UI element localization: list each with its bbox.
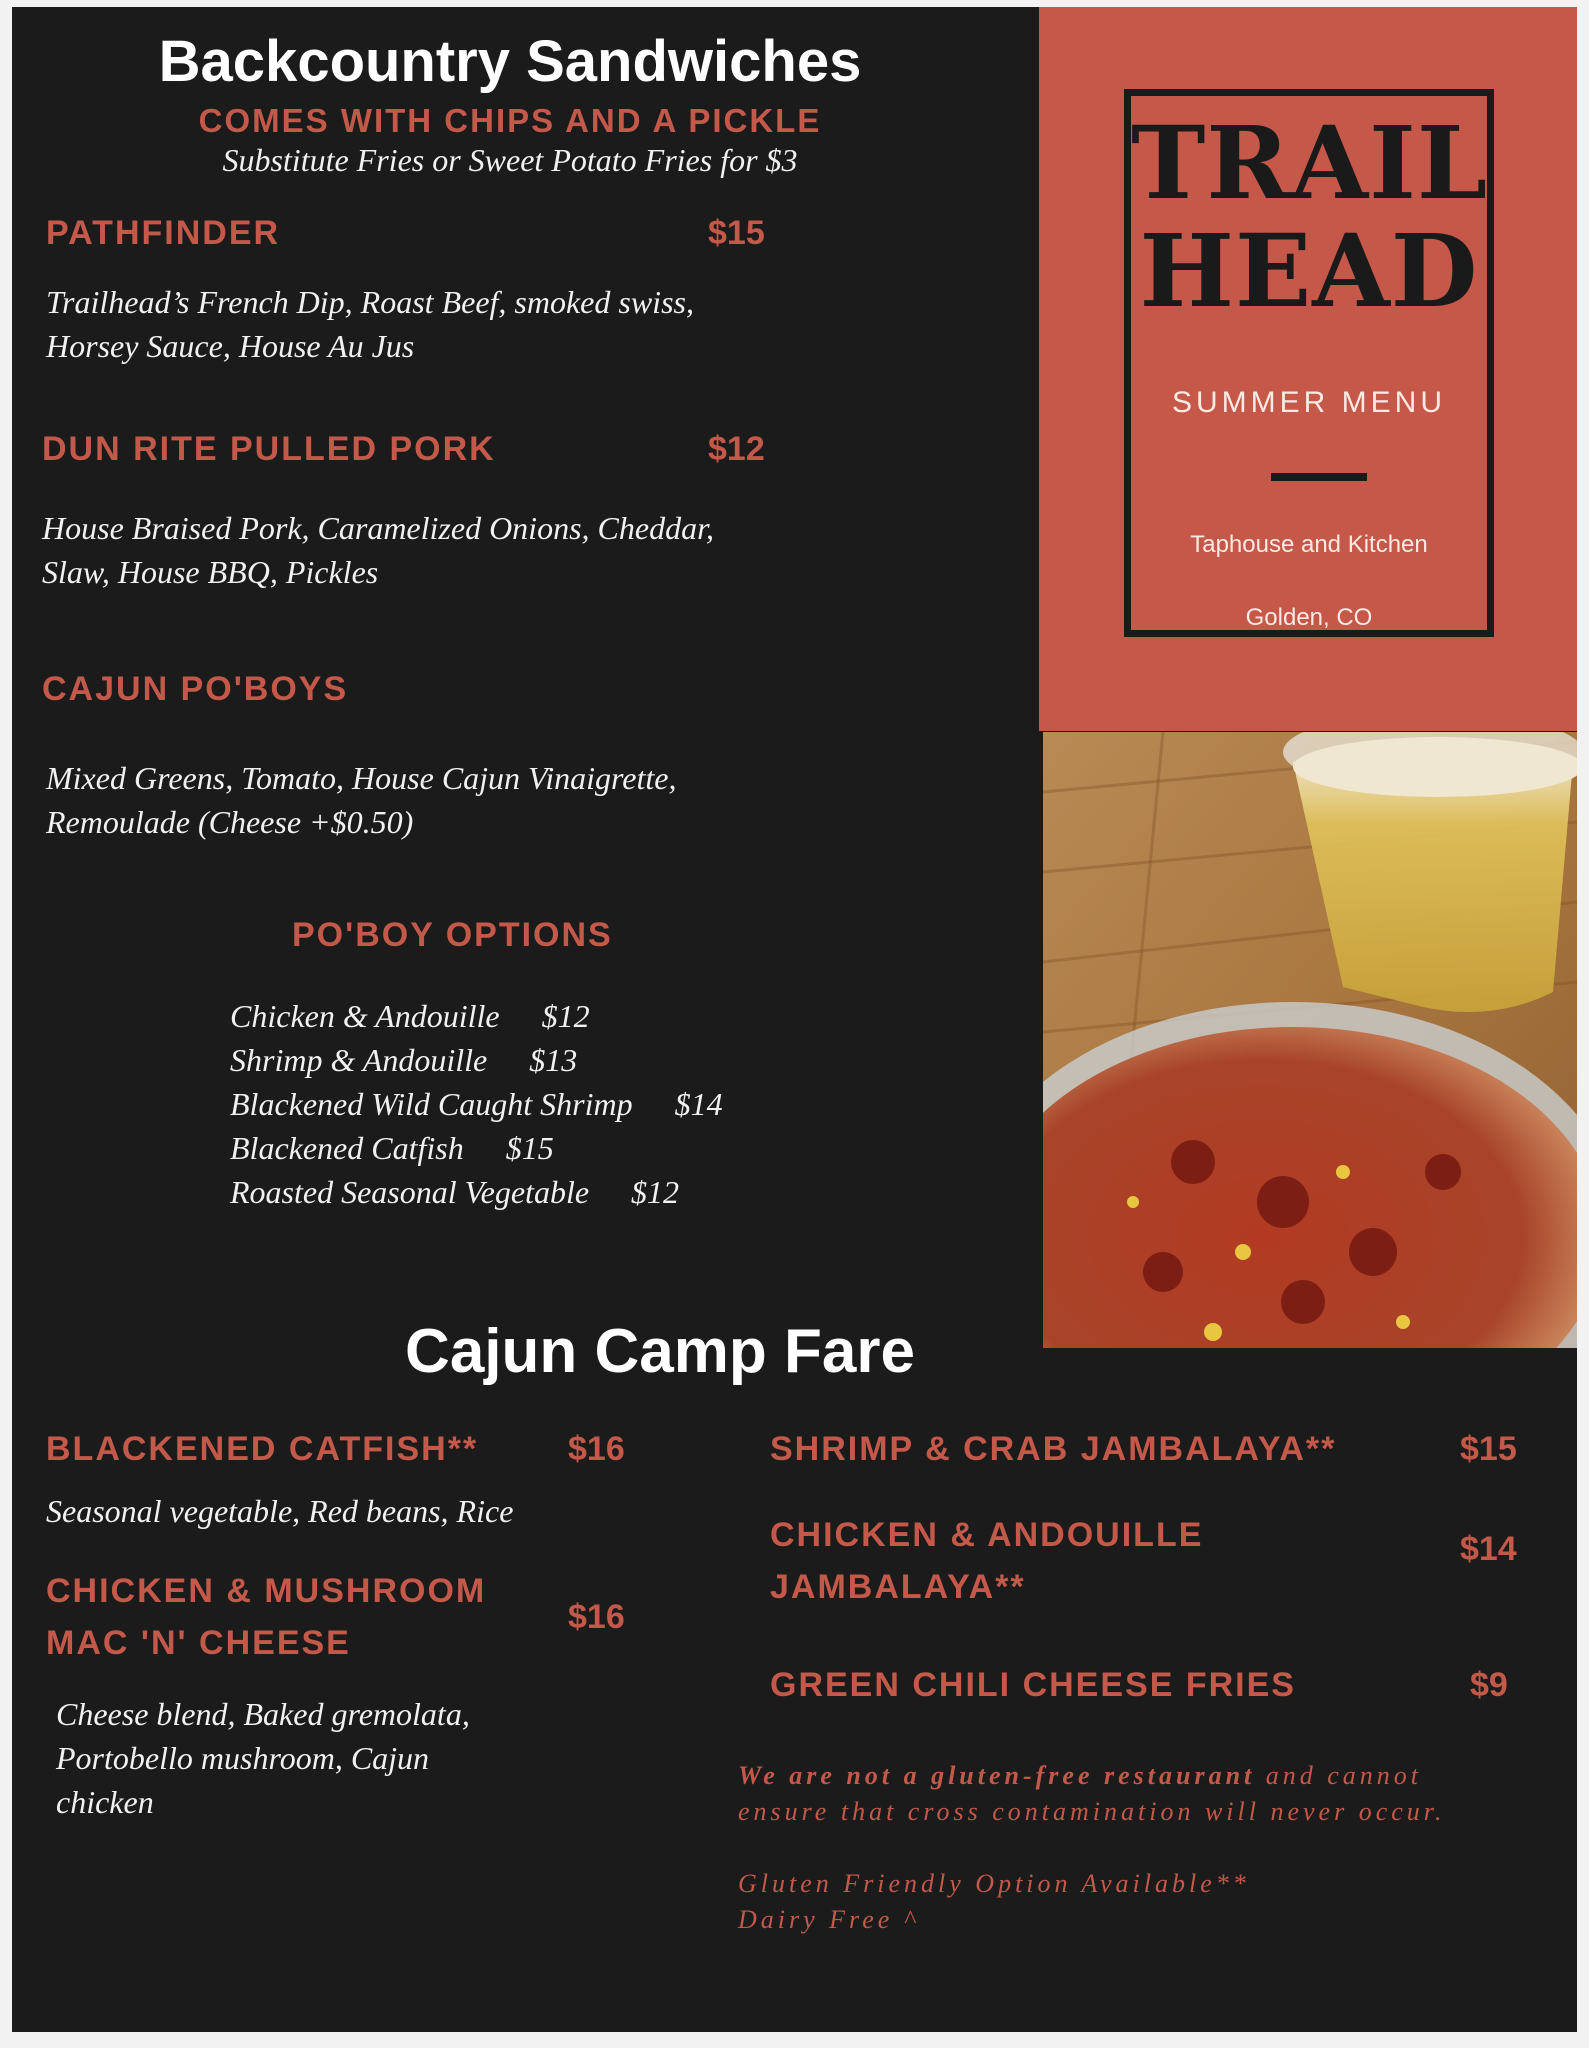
item-name-cajun-poboys: CAJUN PO'BOYS — [42, 670, 349, 708]
item-desc-mac-3: chicken — [56, 1784, 154, 1820]
item-price-mac: $16 — [568, 1598, 625, 1636]
item-desc-mac-2: Portobello mushroom, Cajun — [56, 1740, 430, 1776]
dairy-free-legend: Dairy Free ^ — [738, 1905, 919, 1934]
item-name-mac-1: CHICKEN & MUSHROOM — [46, 1572, 487, 1610]
poboy-options-list — [230, 994, 723, 1214]
divider — [1271, 473, 1367, 481]
item-name-chicken-andouille-2: JAMBALAYA** — [770, 1568, 1026, 1606]
item-desc-poboys-1: Mixed Greens, Tomato, House Cajun Vinaigrette, — [46, 760, 677, 796]
gluten-disclaimer-line-1: We are not a gluten-free restaurant and cannot — [738, 1761, 1423, 1790]
brand-panel — [1039, 7, 1577, 731]
item-desc-dun-rite-1: House Braised Pork, Caramelized Onions, Cheddar, — [42, 510, 714, 546]
item-price-shrimp-crab: $15 — [1460, 1430, 1517, 1468]
gluten-friendly-legend: Gluten Friendly Option Available** — [738, 1869, 1250, 1898]
item-desc-pathfinder-2: Horsey Sauce, House Au Jus — [46, 328, 415, 364]
list-item: Roasted Seasonal Vegetable $12 — [230, 1174, 680, 1210]
gluten-disclaimer — [738, 1758, 1446, 1830]
brand-line-2: HEAD — [1139, 212, 1479, 330]
brand-line-1: TRAIL — [1131, 104, 1489, 222]
item-desc-mac-1: Cheese blend, Baked gremolata, — [56, 1696, 470, 1732]
item-name-mac-2: MAC 'N' CHEESE — [46, 1624, 351, 1662]
list-item: Blackened Catfish $15 — [230, 1130, 554, 1166]
item-price-green-chili: $9 — [1470, 1666, 1508, 1704]
item-price-pathfinder: $15 — [708, 214, 765, 252]
pizza-and-beer-photo — [1043, 732, 1577, 1348]
sandwiches-title: Backcountry Sandwiches — [158, 29, 862, 94]
gluten-disclaimer-line-2: ensure that cross contamination will never occur. — [738, 1797, 1446, 1826]
item-desc-pathfinder-1: Trailhead’s French Dip, Roast Beef, smoked swiss, — [46, 284, 694, 320]
item-desc-poboys-2: Remoulade (Cheese +$0.50) — [46, 804, 414, 840]
list-item: Blackened Wild Caught Shrimp $14 — [230, 1086, 723, 1122]
location: Golden, CO — [1245, 604, 1373, 631]
photo-illustration — [1043, 732, 1577, 1348]
substitute-note: Substitute Fries or Sweet Potato Fries for $3 — [222, 142, 798, 178]
item-name-blackened-catfish: BLACKENED CATFISH** — [46, 1430, 479, 1468]
item-desc-dun-rite-2: Slaw, House BBQ, Pickles — [42, 554, 379, 590]
item-price-dun-rite: $12 — [708, 430, 765, 468]
dietary-legend — [738, 1866, 1250, 1938]
item-name-shrimp-crab: SHRIMP & CRAB JAMBALAYA** — [770, 1430, 1337, 1468]
item-name-pathfinder: PATHFINDER — [46, 214, 281, 252]
poboy-options-title: PO'BOY OPTIONS — [292, 916, 613, 954]
item-name-green-chili: GREEN CHILI CHEESE FRIES — [770, 1666, 1296, 1704]
list-item: Shrimp & Andouille $13 — [230, 1042, 578, 1078]
item-name-chicken-andouille-1: CHICKEN & ANDOUILLE — [770, 1516, 1204, 1554]
list-item: Chicken & Andouille $12 — [230, 998, 590, 1034]
sandwiches-subtitle: COMES WITH CHIPS AND A PICKLE — [198, 102, 822, 139]
brand-frame — [1124, 89, 1494, 637]
item-name-dun-rite: DUN RITE PULLED PORK — [42, 430, 496, 468]
item-desc-blackened-catfish: Seasonal vegetable, Red beans, Rice — [46, 1493, 514, 1529]
cajun-title: Cajun Camp Fare — [405, 1317, 915, 1386]
tagline: Taphouse and Kitchen — [1190, 531, 1428, 558]
summer-menu-label: SUMMER MENU — [1172, 386, 1446, 419]
item-price-blackened-catfish: $16 — [568, 1430, 625, 1468]
item-price-chicken-andouille: $14 — [1460, 1530, 1517, 1568]
